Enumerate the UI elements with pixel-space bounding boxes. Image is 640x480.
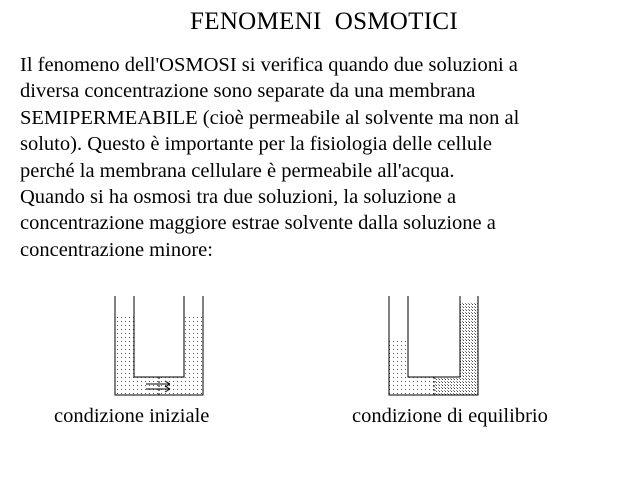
body-line: Il fenomeno dell'OSMOSI si verifica quando due soluzioni a [20,54,518,76]
osmosis-figures [0,290,640,400]
u-tube-equilibrium [389,296,478,395]
caption-equilibrium: condizione di equilibrio [352,405,548,427]
body-line: diversa concentrazione sono separate da una membrana [20,80,476,103]
slide-body-text [20,52,632,263]
body-line: concentrazione maggiore estrae solvente dalla soluzione a [20,212,496,235]
body-line: concentrazione minore: [20,238,213,261]
solution-initial [115,316,203,395]
solution-concentrated [434,302,478,395]
tube-inner-wall [134,296,184,377]
body-line: Quando si ha osmosi tra due soluzioni, la soluzione a [20,186,457,209]
slide-title: FENOMENI OSMOTICI [190,8,458,35]
body-line: perché la membrana cellulare è permeabile all'acqua. [20,159,455,182]
caption-initial: condizione iniziale [54,405,210,427]
u-tube-initial [115,296,203,395]
body-line: SEMIPERMEABILE (cioè permeabile al solvente ma non al [20,106,520,129]
body-line: soluto). Questo è importante per la fisiologia delle cellule [20,133,492,156]
tube-inner-wall [408,296,460,377]
solution-dilute [389,340,434,395]
